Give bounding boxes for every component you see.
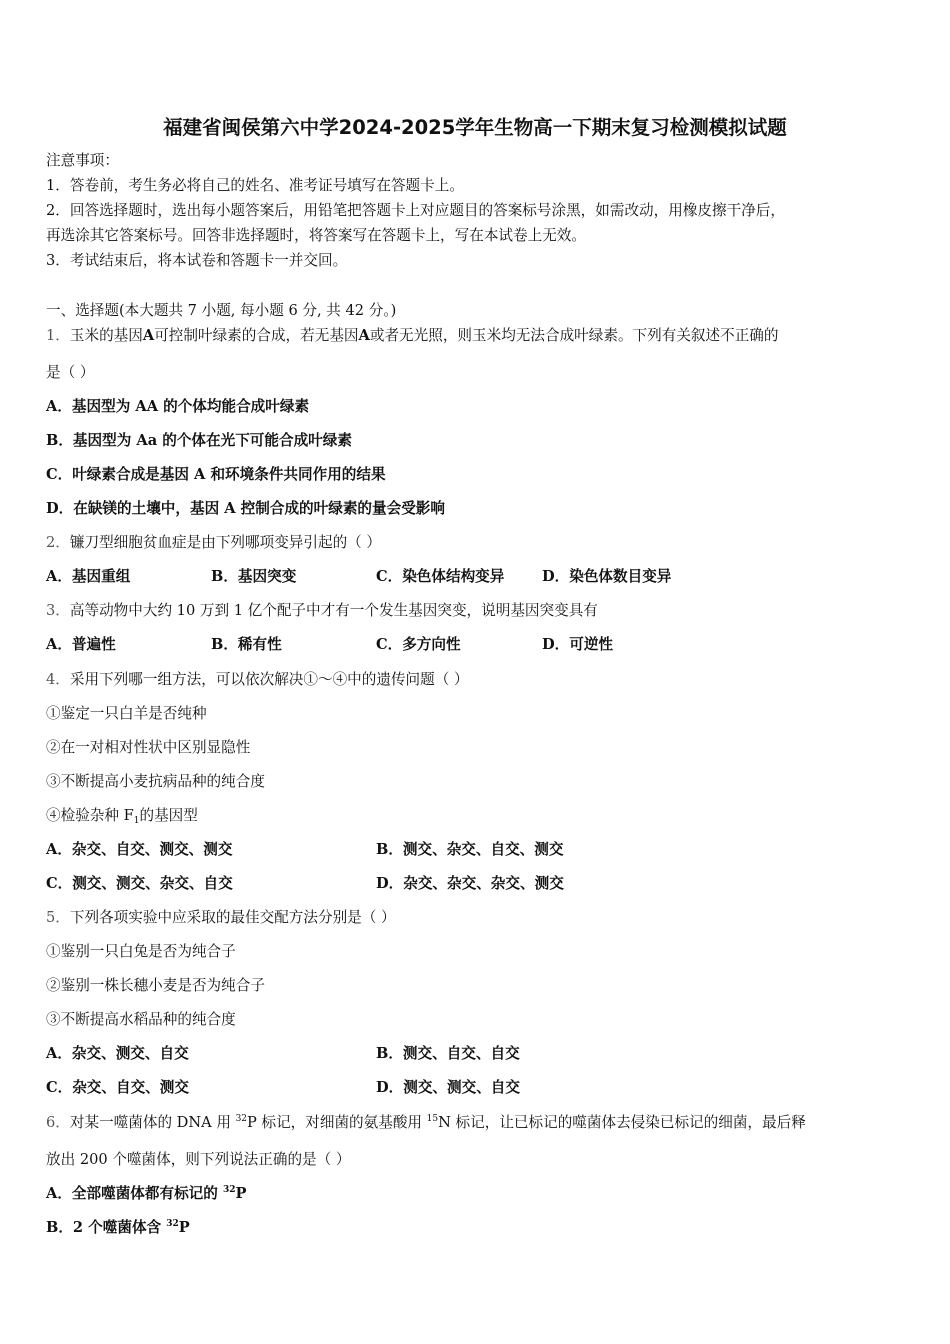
exam-title: 福建省闽侯第六中学2024-2025学年生物高一下期末复习检测模拟试题 — [163, 116, 787, 139]
question-number: 3． — [46, 602, 70, 619]
question-text: 采用下列哪一组方法，可以依次解决①～④中的遗传问题（ ） — [69, 671, 469, 688]
q2-option-a[interactable]: A．基因重组 — [46, 568, 131, 585]
question-text: P 标记，对细菌的氨基酸用 — [247, 1114, 427, 1131]
q5-item: ②鉴别一株长穗小麦是否为纯合子 — [46, 977, 265, 994]
q5-option-d[interactable]: D．测交、测交、自交 — [376, 1079, 521, 1096]
q6-option-a[interactable] — [46, 1184, 246, 1206]
superscript: 32 — [166, 1219, 179, 1229]
question-number: 1． — [46, 327, 70, 344]
item-text: 的基因型 — [139, 807, 198, 824]
q2-option-c[interactable]: C．染色体结构变异 — [376, 568, 505, 585]
question-6 — [46, 1113, 806, 1135]
option-text: P — [235, 1185, 247, 1202]
option-text: B．2 个噬菌体含 — [46, 1219, 167, 1236]
question-text: A — [142, 327, 155, 344]
notice-item: 1．答卷前，考生务必将自己的姓名、准考证号填写在答题卡上。 — [46, 177, 464, 194]
q3-option-d[interactable]: D．可逆性 — [542, 636, 614, 653]
q1-option-c[interactable]: C．叶绿素合成是基因 A 和环境条件共同作用的结果 — [46, 466, 386, 483]
question-text: 下列各项实验中应采取的最佳交配方法分别是（ ） — [69, 909, 396, 926]
question-4 — [46, 670, 469, 690]
q1-option-a[interactable]: A．基因型为 AA 的个体均能合成叶绿素 — [46, 398, 310, 415]
question-number: 5． — [46, 909, 70, 926]
question-text: 对某一噬菌体的 DNA 用 — [69, 1114, 236, 1131]
superscript: 15 — [426, 1114, 439, 1124]
q2-option-b[interactable]: B．基因突变 — [211, 568, 297, 585]
question-1-cont: 是（ ） — [46, 364, 95, 381]
question-3 — [46, 601, 598, 621]
question-text: 镰刀型细胞贫血症是由下列哪项变异引起的（ ） — [69, 534, 382, 551]
notice-heading: 注意事项： — [46, 152, 119, 169]
q1-option-d[interactable]: D．在缺镁的土壤中，基因 A 控制合成的叶绿素的量会受影响 — [46, 500, 445, 517]
question-5 — [46, 908, 396, 928]
question-number: 2． — [46, 534, 70, 551]
notice-item: 2．回答选择题时，选出每小题答案后，用铅笔把答题卡上对应题目的答案标号涂黑，如需改动，用橡皮擦干净后， — [46, 202, 785, 219]
q3-option-b[interactable]: B．稀有性 — [211, 636, 282, 653]
question-text: 可控制叶绿素的合成，若无基因 — [154, 327, 359, 344]
q5-item: ③不断提高水稻品种的纯合度 — [46, 1011, 236, 1028]
q5-option-a[interactable]: A．杂交、测交、自交 — [46, 1045, 189, 1062]
q5-option-b[interactable]: B．测交、自交、自交 — [376, 1045, 520, 1062]
question-text: 高等动物中大约 10 万到 1 亿个配子中才有一个发生基因突变，说明基因突变具有 — [69, 602, 598, 619]
q4-option-b[interactable]: B．测交、杂交、自交、测交 — [376, 841, 564, 858]
question-number: 4． — [46, 671, 70, 688]
subscript: 1 — [133, 816, 140, 826]
superscript: 32 — [222, 1185, 236, 1195]
section-heading: 一、选择题(本大题共 7 小题, 每小题 6 分, 共 42 分。) — [46, 302, 397, 319]
notice-item: 3．考试结束后，将本试卷和答题卡一并交回。 — [46, 252, 348, 269]
notice-item: 再选涂其它答案标号。回答非选择题时，将答案写在答题卡上，写在本试卷上无效。 — [46, 227, 586, 244]
item-text: ④检验杂种 F — [46, 807, 134, 824]
question-6-cont: 放出 200 个噬菌体，则下列说法正确的是（ ） — [46, 1151, 351, 1168]
q4-item: ①鉴定一只白羊是否纯种 — [46, 705, 207, 722]
question-text: 玉米的基因 — [69, 327, 143, 344]
q6-option-b[interactable] — [46, 1218, 190, 1240]
q5-option-c[interactable]: C．杂交、自交、测交 — [46, 1079, 189, 1096]
q4-option-d[interactable]: D．杂交、杂交、杂交、测交 — [376, 875, 564, 892]
question-number: 6． — [46, 1114, 70, 1131]
option-text: P — [178, 1219, 190, 1236]
q2-option-d[interactable]: D．染色体数目变异 — [542, 568, 672, 585]
q4-item: ②在一对相对性状中区别显隐性 — [46, 739, 251, 756]
q4-option-a[interactable]: A．杂交、自交、测交、测交 — [46, 841, 233, 858]
q3-option-a[interactable]: A．普遍性 — [46, 636, 116, 653]
q1-option-b[interactable]: B．基因型为 Aa 的个体在光下可能合成叶绿素 — [46, 432, 352, 449]
question-1 — [46, 326, 779, 346]
superscript: 32 — [235, 1114, 248, 1124]
q4-item — [46, 806, 198, 828]
q4-option-c[interactable]: C．测交、测交、杂交、自交 — [46, 875, 233, 892]
question-text: 或者无光照，则玉米均无法合成叶绿素。下列有关叙述不正确的 — [369, 327, 779, 344]
q3-option-c[interactable]: C．多方向性 — [376, 636, 461, 653]
question-text: N 标记，让已标记的噬菌体去侵染已标记的细菌，最后释 — [438, 1114, 806, 1131]
question-text: A — [358, 327, 370, 344]
option-text: A．全部噬菌体都有标记的 — [46, 1185, 223, 1202]
q4-item: ③不断提高小麦抗病品种的纯合度 — [46, 773, 265, 790]
q5-item: ①鉴别一只白兔是否为纯合子 — [46, 943, 236, 960]
question-2 — [46, 533, 381, 553]
